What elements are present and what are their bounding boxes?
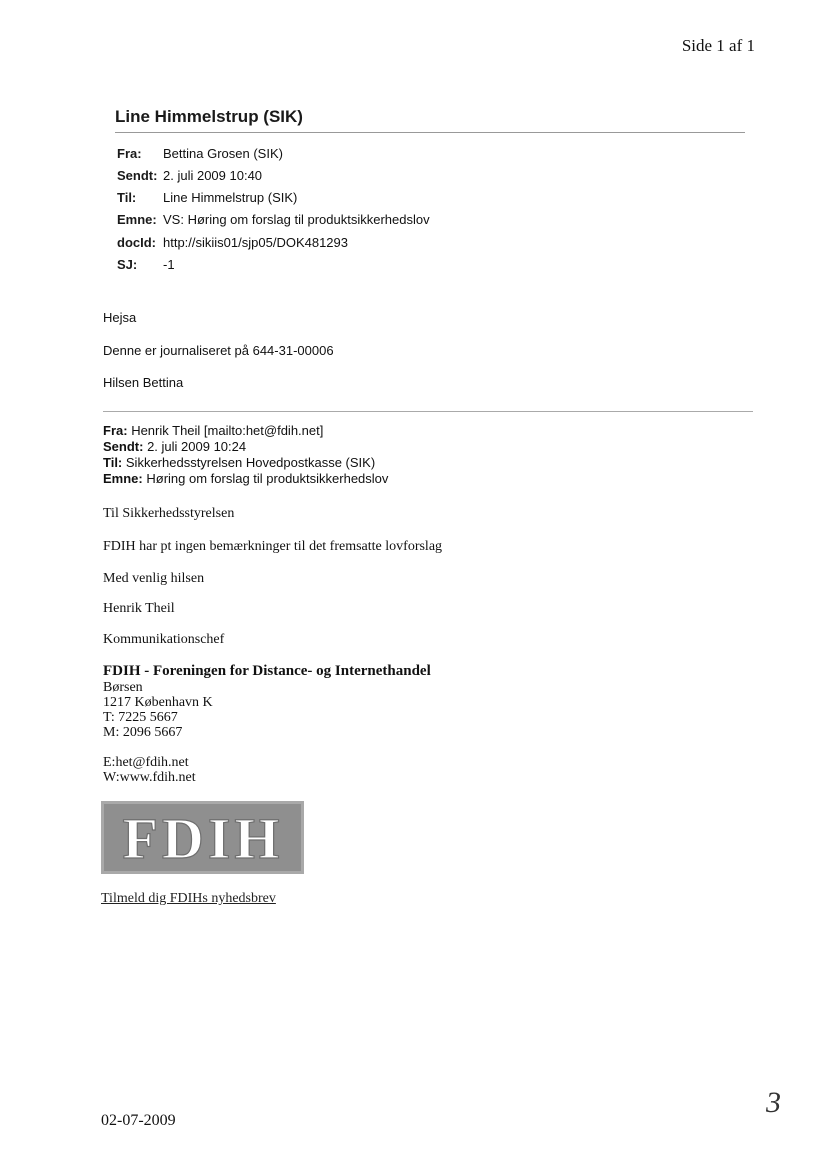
signature-organization: FDIH - Foreningen for Distance- og Internethandel [103,663,431,679]
letter-salutation: Til Sikkerhedsstyrelsen [103,506,235,521]
handwritten-page-number: 3 [766,1086,781,1119]
letter-message: FDIH har pt ingen bemærkninger til det fremsatte lovforslag [103,539,443,554]
subject-value: VS: Høring om forslag til produktsikkerhedslov [163,212,430,227]
fwd-subject-value: Høring om forslag til produktsikkerhedslov [146,471,389,486]
letter-name: Henrik Theil [103,601,175,616]
sj-label: SJ: [117,257,138,272]
forward-divider [103,411,753,412]
header-row-to [117,190,297,205]
signature-web: W:www.fdih.net [103,770,196,785]
sent-value: 2. juli 2009 10:40 [163,168,263,183]
forward-row-to [103,455,375,471]
sent-label: Sendt: [117,168,158,183]
fwd-sent-value: 2. juli 2009 10:24 [147,439,247,454]
header-row-sj [117,257,175,272]
address-line: Børsen [103,680,143,695]
fwd-subject-label: Emne: [103,471,143,486]
greeting: Hejsa [103,310,137,325]
address-line: T: 7225 5667 [103,710,178,725]
header-row-subject [117,212,430,227]
email-owner-heading: Line Himmelstrup (SIK) [115,107,303,126]
fwd-from-value: Henrik Theil [mailto:het@fdih.net] [131,423,324,438]
journal-message: Denne er journaliseret på 644-31-00006 [103,343,334,358]
fwd-sent-label: Sendt: [103,439,144,454]
forward-row-sent [103,439,246,455]
letter-closing: Med venlig hilsen [103,571,205,586]
header-row-docid [117,235,348,250]
newsletter-signup-link[interactable]: Tilmeld dig FDIHs nyhedsbrev [101,891,276,906]
fdih-logo [101,801,304,874]
fwd-to-value: Sikkerhedsstyrelsen Hovedpostkasse (SIK) [125,455,376,470]
footer-date: 02-07-2009 [101,1112,176,1129]
to-value: Line Himmelstrup (SIK) [163,190,298,205]
header-divider [115,132,745,133]
header-row-sent [117,168,262,183]
signoff: Hilsen Bettina [103,375,184,390]
address-line: 1217 København K [103,695,213,710]
from-value: Bettina Grosen (SIK) [163,146,283,161]
fdih-logo-lettering [108,806,298,870]
sj-value: -1 [163,257,175,272]
fwd-to-label: Til: [103,455,123,470]
letter-title: Kommunikationschef [103,632,225,647]
docid-value: http://sikiis01/sjp05/DOK481293 [163,235,348,250]
subject-label: Emne: [117,212,157,227]
forward-row-from [103,423,323,439]
header-row-from [117,146,283,161]
fwd-from-label: Fra: [103,423,128,438]
address-line: M: 2096 5667 [103,725,183,740]
to-label: Til: [117,190,137,205]
page-number: Side 1 af 1 [681,36,755,55]
forward-row-subject [103,471,388,487]
docid-label: docId: [117,235,156,250]
fdih-logo-text: FDIH [122,805,283,870]
from-label: Fra: [117,146,142,161]
signature-email: E:het@fdih.net [103,755,189,770]
